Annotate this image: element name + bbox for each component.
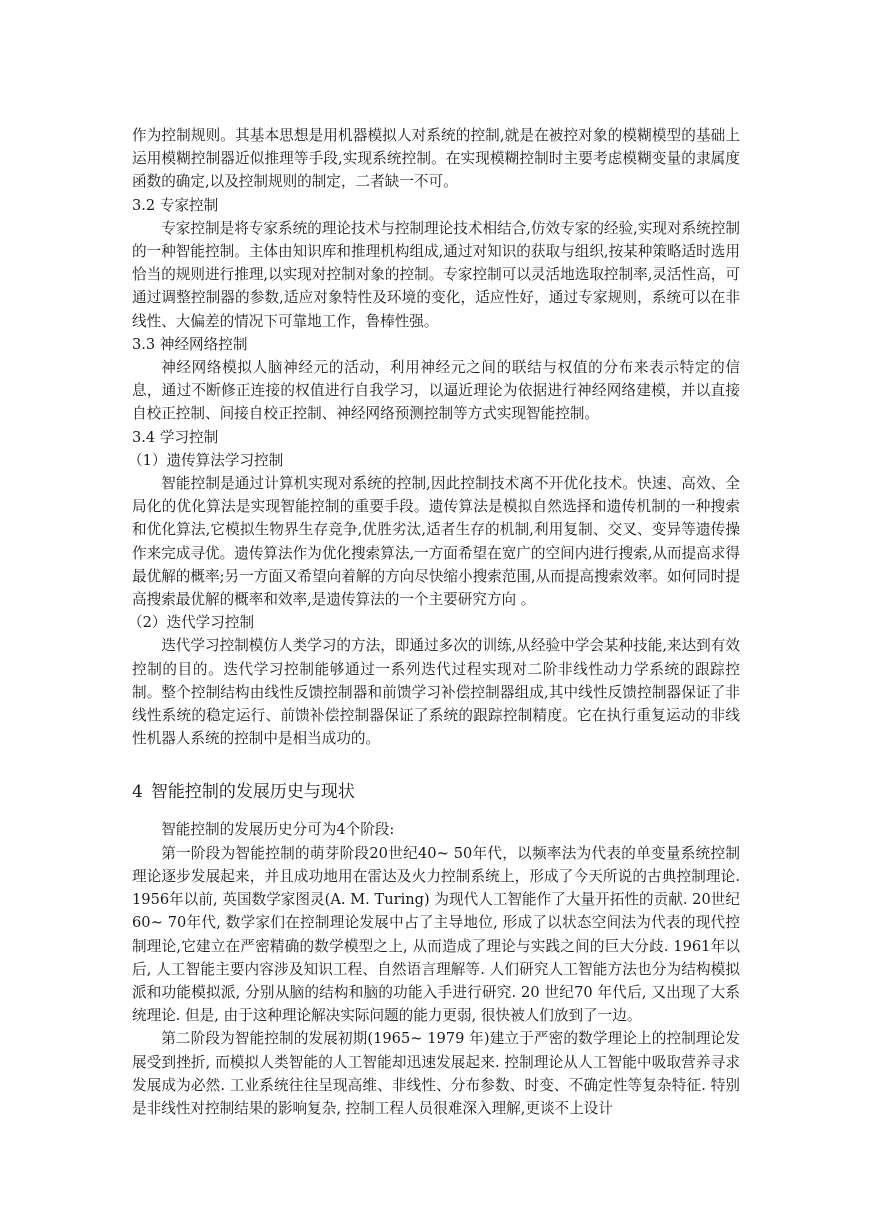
- section-3-3-paragraph: 神经网络模拟人脑神经元的活动，利用神经元之间的联结与权值的分布来表示特定的信息，通过不断修正连接的权值进行自我学习，以逼近理论为依据进行神经网络建模，并以直接自校正控制、间接自校正控制、神经网络预测控制等方式实现智能控制。: [132, 359, 740, 423]
- section-4-number: 4: [132, 782, 143, 803]
- subsection-genetic-paragraph: 智能控制是通过计算机实现对系统的控制,因此控制技术离不开优化技术。快速、高效、全局化的优化算法是实现智能控制的重要手段。遗传算法是模拟自然选择和遗传机制的一种搜索和优化算法,它模拟生物界生存竞争,优胜劣汰,适者生存的机制,利用复制、交叉、变异等遗传操作来完成寻优。遗传算法作为优化搜索算法,一方面希望在宽广的空间内进行搜索,从而提高求得最优解的概率;另一方面又希望向着解的方向尽快缩小搜索范围,从而提高搜索效率。如何同时提高搜索最优解的概率和效率,是遗传算法的一个主要研究方向 。: [132, 475, 740, 609]
- section-4-stage-2: 第二阶段为智能控制的发展初期(1965~ 1979 年)建立于严密的数学理论上的控制理论发展受到挫折, 而模拟人类智能的人工智能却迅速发展起来. 控制理论从人工智能中吸取营养寻求发展成为必然. 工业系统往往呈现高维、非线性、分布参数、时变、不确定性等复杂特征. 特别是非线性对控制结果的影响复杂, 控制工程人员很难深入理解,更谈不上设计: [132, 1030, 740, 1117]
- section-4-stage-1: 第一阶段为智能控制的萌芽阶段20世纪40~ 50年代，以频率法为代表的单变量系统控制理论逐步发展起来，并且成功地用在雷达及火力控制系统上，形成了今天所说的古典控制理论. 1956年以前, 英国数学家图灵(A. M. Turing) 为现代人工智能作了大量开拓性的贡献. 20世纪60~ 70年代, 数学家们在控制理论发展中占了主导地位, 形成了以状态空间法为代表的现代控制理论,它建立在严密精确的数学模型之上, 从而造成了理论与实践之间的巨大分歧. 1961年以后, 人工智能主要内容涉及知识工程、自然语言理解等. 人们研究人工智能方法也分为结构模拟派和功能模拟派, 分别从脑的结构和脑的功能入手进行研究. 20 世纪70 年代后, 又出现了大系统理论. 但是, 由于这种理论解决实际问题的能力更弱, 很快被人们放到了一边。: [132, 844, 740, 1025]
- section-4-title: 智能控制的发展历史与现状: [150, 782, 355, 803]
- fuzzy-control-continuation: 作为控制规则。其基本思想是用机器模拟人对系统的控制,就是在被控对象的模糊模型的基础上运用模糊控制器近似推理等手段,实现系统控制。在实现模糊控制时主要考虑模糊变量的隶属度函数的确定,以及控制规则的制定，二者缺一不可。: [132, 127, 740, 191]
- subsection-iterative-title: （2）迭代学习控制: [128, 614, 255, 632]
- section-3-2-title: 3.2 专家控制: [132, 196, 219, 214]
- section-3-3-title: 3.3 神经网络控制: [132, 335, 248, 353]
- section-3-4-title: 3.4 学习控制: [132, 428, 219, 446]
- subsection-iterative-paragraph: 迭代学习控制模仿人类学习的方法，即通过多次的训练,从经验中学会某种技能,来达到有效控制的目的。迭代学习控制能够通过一系列迭代过程实现对二阶非线性动力学系统的跟踪控制。整个控制结构由线性反馈控制器和前馈学习补偿控制器组成,其中线性反馈控制器保证了非线性系统的稳定运行、前馈补偿控制器保证了系统的跟踪控制精度。它在执行重复运动的非线性机器人系统的控制中是相当成功的。: [132, 637, 740, 748]
- section-4-heading: [132, 780, 740, 804]
- section-3-2-paragraph: 专家控制是将专家系统的理论技术与控制理论技术相结合,仿效专家的经验,实现对系统控制的一种智能控制。主体由知识库和推理机构组成,通过对知识的获取与组织,按某种策略适时选用恰当的规则进行推理,以实现对控制对象的控制。专家控制可以灵活地选取控制率,灵活性高，可通过调整控制器的参数,适应对象特性及环境的变化，适应性好，通过专家规则，系统可以在非线性、大偏差的情况下可靠地工作，鲁棒性强。: [132, 219, 740, 330]
- text-column: [128, 124, 740, 1120]
- section-4-intro: 智能控制的发展历史分可为4个阶段:: [161, 821, 395, 839]
- subsection-genetic-title: （1）遗传算法学习控制: [128, 451, 284, 469]
